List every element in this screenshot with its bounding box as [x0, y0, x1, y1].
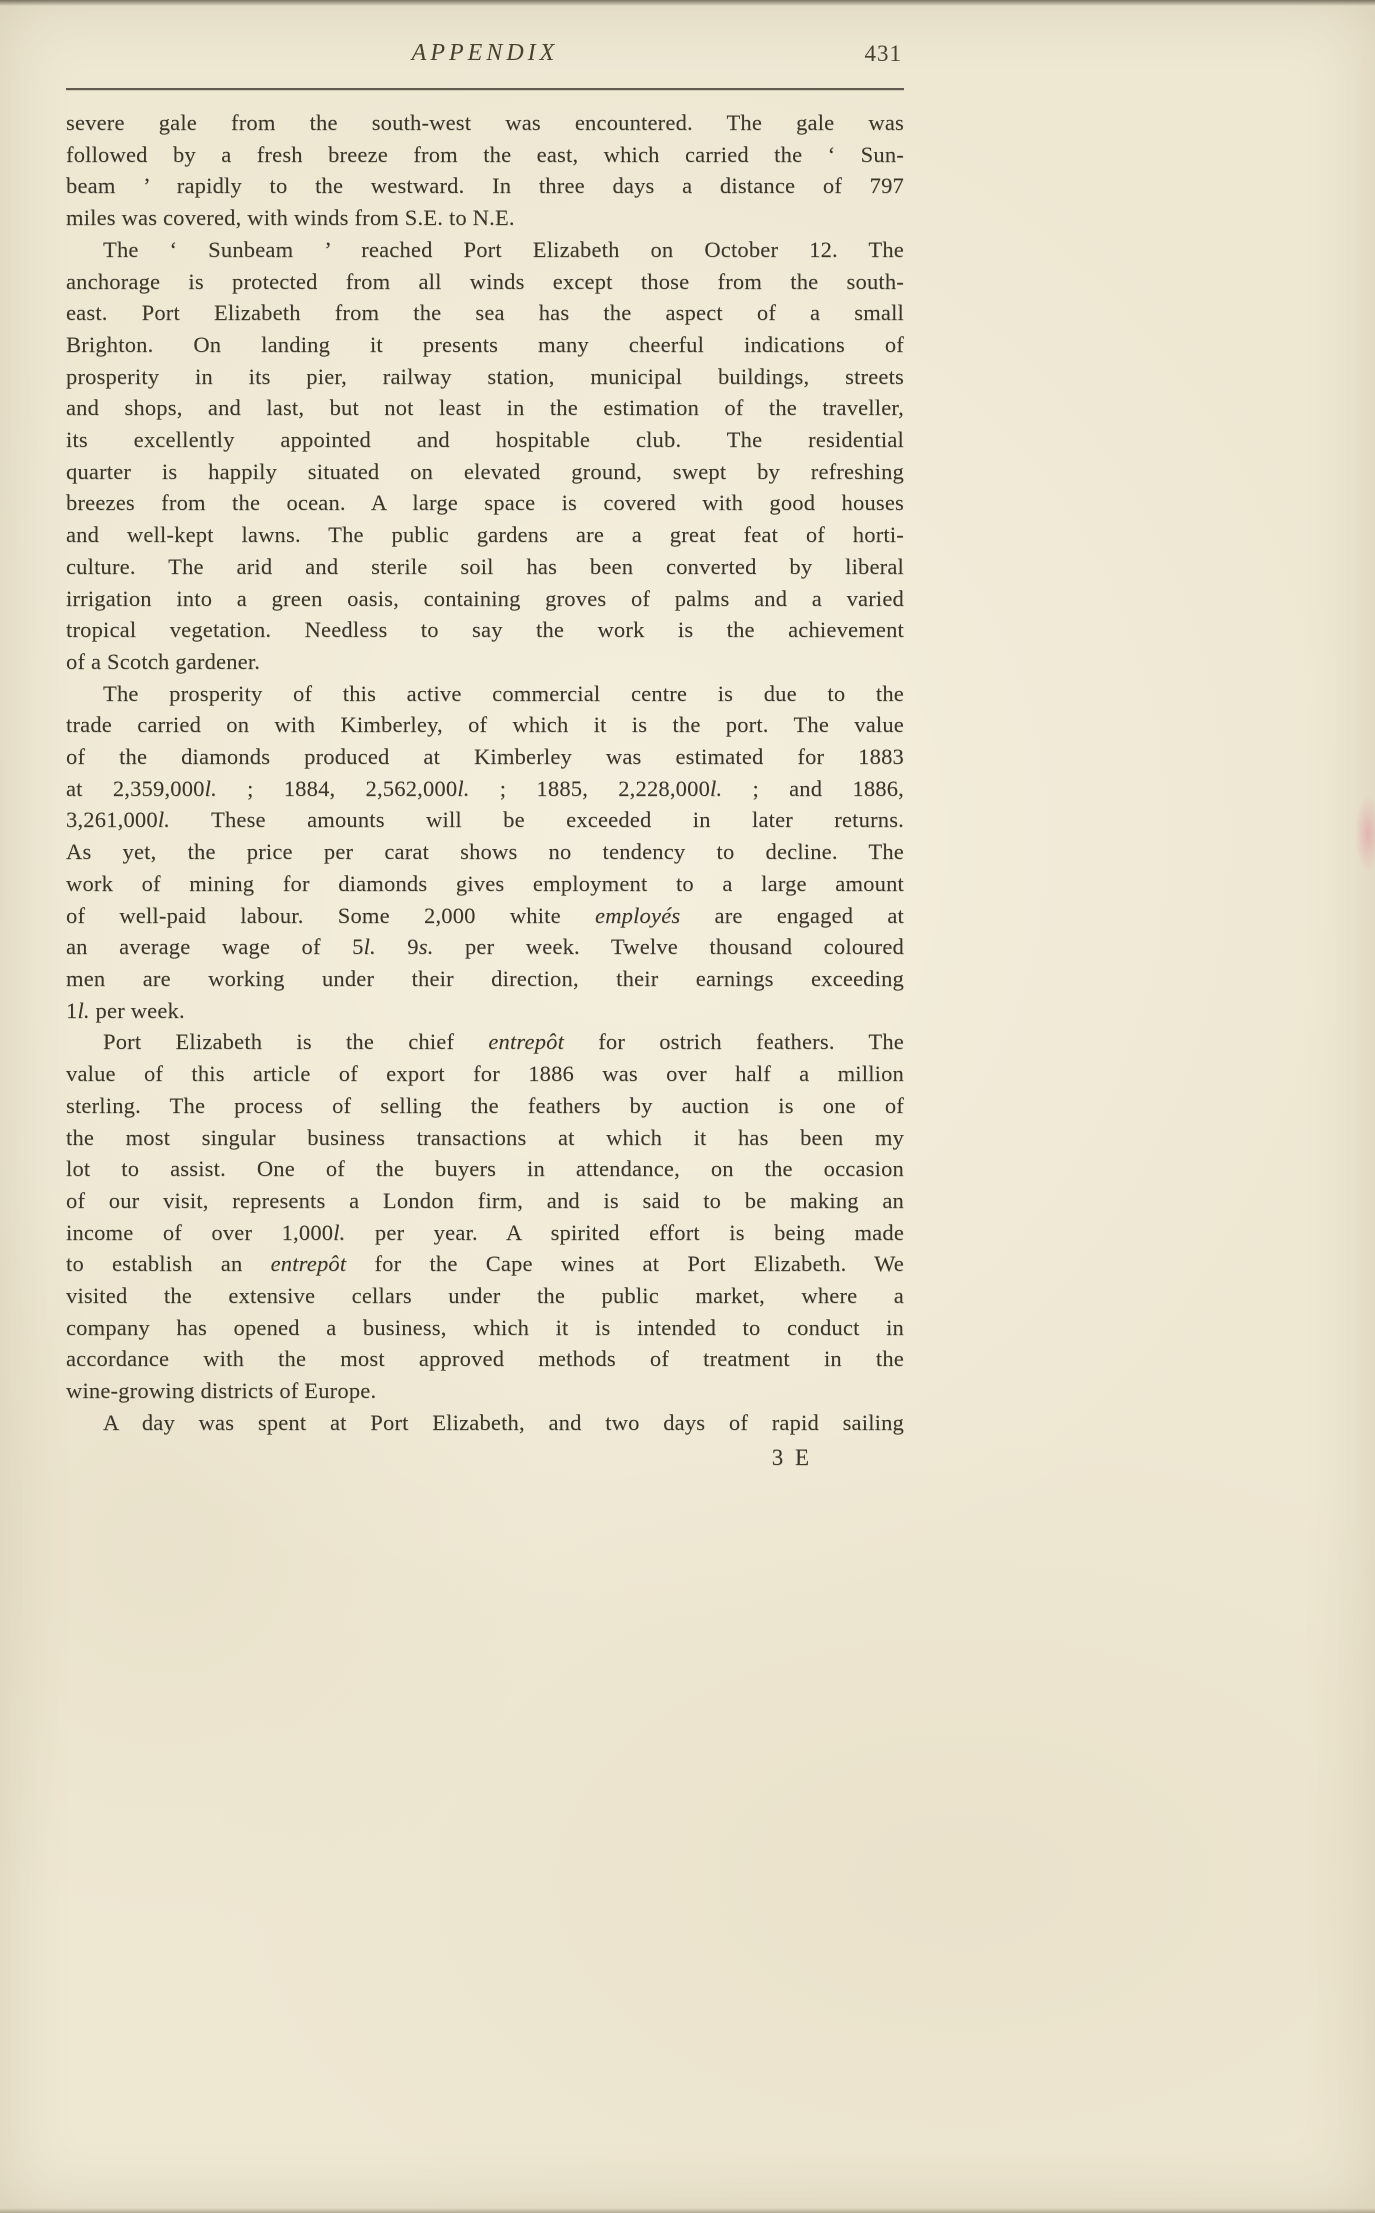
header-rule	[66, 88, 904, 90]
text-line: beam ’ rapidly to the westward. In three days a distance of 797	[66, 173, 904, 199]
paragraph	[66, 234, 904, 678]
text-line: of the diamonds produced at Kimberley was estimated for 1883	[66, 744, 904, 770]
text-line: anchorage is protected from all winds except those from the south-	[66, 268, 904, 294]
text-line: work of mining for diamonds gives employment to a large amount	[66, 870, 904, 896]
scan-smudge-artifact	[1355, 795, 1375, 873]
text-line: an average wage of 5l. 9s. per week. Twelve thousand coloured	[66, 934, 905, 960]
text-line: followed by a fresh breeze from the east, which carried the ‘ Sun-	[66, 141, 904, 167]
text-line: 3,261,000l. These amounts will be exceeded in later returns.	[66, 807, 904, 833]
paragraph	[66, 1407, 904, 1439]
text-line: culture. The arid and sterile soil has been converted by liberal	[66, 553, 904, 579]
text-line: of a Scotch gardener.	[66, 648, 261, 674]
text-line: of our visit, represents a London firm, and is said to be making an	[66, 1187, 904, 1213]
text-line: its excellently appointed and hospitable club. The residential	[66, 427, 904, 453]
text-line: to establish an entrepôt for the Cape wines at Port Elizabeth. We	[66, 1251, 904, 1277]
page-header	[66, 40, 904, 74]
text-line: severe gale from the south-west was encountered. The gale was	[66, 110, 904, 135]
printer-signature: 3 E	[771, 1444, 812, 1470]
running-title: APPENDIX	[411, 40, 559, 66]
text-line: Brighton. On landing it presents many cheerful indications of	[66, 331, 904, 357]
text-line: income of over 1,000l. per year. A spirited effort is being made	[66, 1219, 905, 1245]
text-line: and shops, and last, but not least in the estimation of the traveller,	[66, 395, 904, 421]
page-body	[66, 107, 904, 1439]
paragraph	[66, 1026, 904, 1406]
paragraph	[66, 678, 904, 1027]
text-line: irrigation into a green oasis, containing groves of palms and a varied	[66, 585, 904, 611]
text-line: 1l. per week.	[66, 997, 185, 1023]
text-line: company has opened a business, which it is intended to conduct in	[66, 1314, 904, 1340]
text-line: value of this article of export for 1886 was over half a million	[66, 1061, 904, 1087]
text-line: prosperity in its pier, railway station, municipal buildings, streets	[66, 363, 904, 389]
text-line: Port Elizabeth is the chief entrepôt for ostrich feathers. The	[103, 1029, 904, 1055]
text-line: accordance with the most approved methods of treatment in the	[66, 1346, 904, 1372]
text-line: tropical vegetation. Needless to say the work is the achievement	[66, 617, 904, 643]
text-line: visited the extensive cellars under the public market, where a	[66, 1283, 904, 1309]
scan-bottom-edge-shadow	[0, 2208, 1375, 2213]
text-line: lot to assist. One of the buyers in attendance, on the occasion	[66, 1156, 904, 1182]
text-line: miles was covered, with winds from S.E. to N.E.	[66, 205, 515, 231]
text-line: and well-kept lawns. The public gardens are a great feat of horti-	[66, 522, 904, 548]
text-line: breezes from the ocean. A large space is covered with good houses	[66, 490, 904, 516]
scan-top-edge-shadow	[0, 0, 1375, 6]
paragraph	[66, 107, 904, 234]
text-line: sterling. The process of selling the feathers by auction is one of	[66, 1092, 904, 1118]
text-line: The ‘ Sunbeam ’ reached Port Elizabeth on October 12. The	[103, 236, 904, 262]
text-line: As yet, the price per carat shows no tendency to decline. The	[66, 839, 904, 865]
text-line: men are working under their direction, their earnings exceeding	[66, 965, 904, 991]
page-number: 431	[864, 41, 902, 66]
text-line: the most singular business transactions at which it has been my	[66, 1124, 904, 1150]
text-line: A day was spent at Port Elizabeth, and two days of rapid sailing	[103, 1409, 904, 1435]
text-line: trade carried on with Kimberley, of which it is the port. The value	[66, 712, 904, 738]
text-line: wine-growing districts of Europe.	[66, 1378, 377, 1404]
page-content	[66, 40, 904, 1473]
text-line: quarter is happily situated on elevated ground, swept by refreshing	[66, 458, 904, 484]
text-line: of well-paid labour. Some 2,000 white employés are engaged at	[66, 902, 904, 928]
text-line: at 2,359,000l. ; 1884, 2,562,000l. ; 1885, 2,228,000l. ; and 1886,	[66, 775, 905, 801]
text-line: east. Port Elizabeth from the sea has the aspect of a small	[66, 300, 904, 326]
text-line: The prosperity of this active commercial centre is due to the	[103, 680, 904, 706]
